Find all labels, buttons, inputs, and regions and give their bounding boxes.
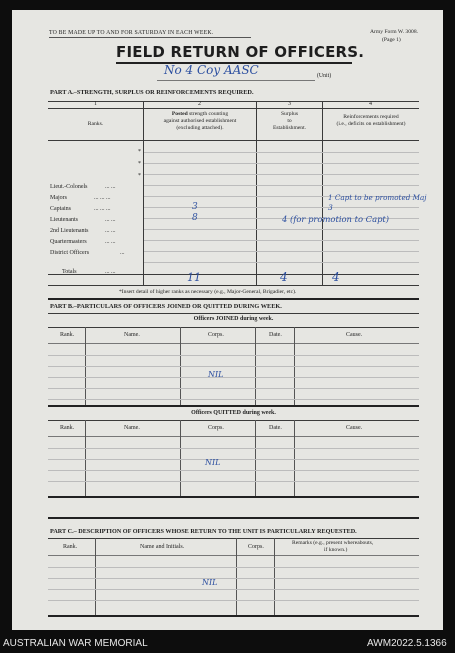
part-b-heading: PART B.–PARTICULARS OF OFFICERS JOINED OR QUITTED DURING WEEK.	[50, 303, 282, 310]
joined-col-date: Date.	[269, 332, 282, 338]
joined-nil: NIL	[208, 370, 224, 379]
part-c-heading: PART C.– DESCRIPTION OF OFFICERS WHOSE RETURN TO THE UNIT IS PARTICULARLY REQUESTED.	[50, 528, 357, 535]
rank-label: Captains	[50, 206, 71, 212]
rank-leader: ... ...	[105, 228, 116, 234]
col-number-4: 4	[369, 101, 372, 107]
col-ranks-header: Ranks.	[87, 121, 104, 127]
col-reinforcements-header: Reinforcements required (i.e., deficits on establishment)	[336, 114, 406, 127]
rank-leader: ... ... ...	[94, 206, 111, 212]
col-surplus-header: Surplus to Establishment.	[272, 111, 307, 131]
part-c-col-remarks: Remarks (e.g., present whereabouts,	[292, 540, 374, 546]
col-number-1: 1	[94, 101, 97, 107]
part-b-end-rule	[48, 496, 419, 498]
part-a-number-rule	[48, 108, 419, 109]
footer-credit: AUSTRALIAN WAR MEMORIAL	[3, 638, 148, 649]
part-a-heading: PART A.–STRENGTH, SURPLUS OR REINFORCEMENTS REQUIRED.	[50, 89, 254, 96]
quitted-title-rule	[48, 420, 419, 421]
totals-label: Totals	[62, 269, 77, 275]
part-c-col-corps: Corps.	[248, 544, 264, 550]
unit-label: (Unit)	[317, 73, 332, 79]
rank-leader: ...	[120, 250, 125, 256]
rank-label: 2nd Lieutenants	[50, 228, 89, 234]
part-a-top-rule	[48, 101, 419, 102]
col-number-2: 2	[198, 101, 201, 107]
joined-grid	[48, 344, 419, 404]
quitted-col-rank: Rank.	[60, 425, 75, 431]
part-a-end-rule	[48, 298, 419, 300]
joined-title-rule	[48, 327, 419, 328]
rank-label: Lieutenants	[50, 217, 78, 223]
insert-marker: *	[138, 161, 141, 167]
part-b-top-rule	[48, 313, 419, 314]
unit-value: No 4 Coy AASC	[164, 63, 259, 77]
top-note-underline	[49, 37, 251, 38]
posted-lieutenants: 8	[192, 213, 198, 223]
col-posted-header: Posted strength counting against authorised establishment (excluding attached).	[163, 111, 237, 131]
quitted-nil: NIL	[205, 458, 221, 467]
surplus-lieutenants: 4 (for promotion to Capt)	[282, 214, 390, 224]
total-reinforcements: 4	[332, 270, 340, 284]
joined-col-corps: Corps.	[208, 332, 224, 338]
total-surplus: 4	[280, 270, 288, 284]
insert-marker: *	[138, 173, 141, 179]
footer-accession-number: AWM2022.5.1366	[367, 638, 447, 649]
totals-leader: ... ...	[105, 269, 116, 275]
rank-label: District Officers	[50, 250, 90, 256]
rank-leader: ... ... ...	[94, 195, 111, 201]
joined-col-name: Name.	[124, 332, 140, 338]
rank-leader: ... ...	[105, 184, 116, 190]
posted-captains: 3	[192, 202, 198, 212]
col-number-3: 3	[288, 101, 291, 107]
part-c-grid	[48, 556, 419, 616]
form-number: Army Form W. 3008.	[370, 29, 419, 35]
reinforcements-majors: 1 Capt to be promoted Maj	[328, 193, 427, 202]
part-c-end-rule	[48, 615, 419, 617]
form-sheet	[12, 10, 443, 630]
joined-end-rule	[48, 405, 419, 407]
part-c-heading-rule	[48, 538, 419, 539]
form-title: FIELD RETURN OF OFFICERS.	[116, 43, 365, 61]
rank-leader: ... ...	[105, 217, 116, 223]
part-a-footnote: *Insert detail of higher ranks as necessary (e.g., Major-General, Brigadier, etc).	[119, 289, 297, 295]
part-a-bottom-rule	[48, 285, 419, 286]
part-c-col-name: Name and Initials.	[140, 544, 185, 550]
joined-col-rank: Rank.	[60, 332, 75, 338]
rank-leader: ... ...	[105, 239, 116, 245]
joined-col-cause: Cause.	[346, 332, 363, 338]
quitted-col-name: Name.	[124, 425, 140, 431]
quitted-grid	[48, 437, 419, 497]
reinforcements-captains: 3	[328, 203, 333, 212]
insert-marker: *	[138, 149, 141, 155]
total-posted: 11	[187, 271, 201, 284]
unit-line	[157, 80, 315, 81]
part-c-top-rule	[48, 517, 419, 519]
part-c-nil: NIL	[202, 578, 218, 587]
part-a-grid	[144, 141, 419, 274]
joined-title: Officers JOINED during week.	[193, 316, 274, 322]
quitted-title: Officers QUITTED during week.	[191, 410, 276, 416]
page-number: (Page 1)	[382, 37, 401, 43]
rank-label: Lieut.-Colonels	[50, 184, 88, 190]
top-note: TO BE MADE UP TO AND FOR SATURDAY IN EACH WEEK.	[49, 30, 214, 36]
quitted-col-cause: Cause.	[346, 425, 363, 431]
rank-label: Quartermasters	[50, 239, 87, 245]
quitted-col-date: Date.	[269, 425, 282, 431]
part-c-col-remarks-2: if known.)	[324, 547, 348, 553]
part-a-totals-rule	[48, 274, 419, 275]
quitted-col-corps: Corps.	[208, 425, 224, 431]
part-c-col-rank: Rank.	[63, 544, 78, 550]
rank-label: Majors	[50, 195, 67, 201]
